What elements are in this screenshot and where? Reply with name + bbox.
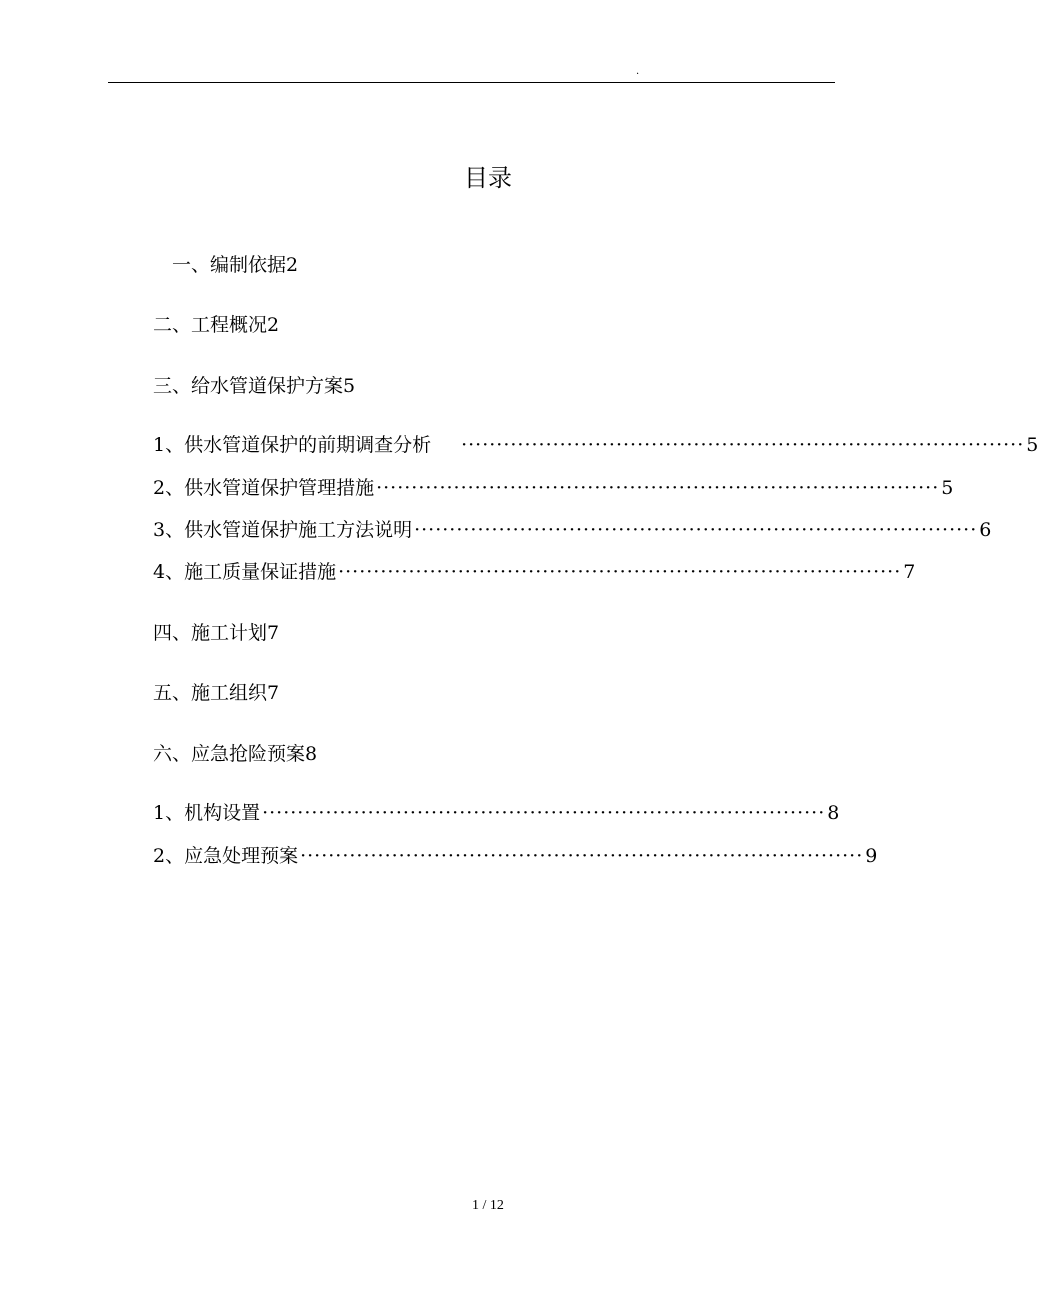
toc-entry-label: 1、机构设置	[153, 802, 261, 824]
toc-entry-label: 2、供水管道保护管理措施	[153, 477, 375, 499]
toc-entry-page: 6	[979, 519, 992, 541]
toc-entry-3-4[interactable]	[153, 558, 916, 586]
toc-entry-page: 8	[827, 802, 840, 824]
toc-entry-label: 四、施工计划	[153, 622, 268, 644]
toc-entry-3-3[interactable]	[153, 516, 992, 544]
toc-title: 目录	[464, 164, 512, 192]
toc-entry-1[interactable]	[172, 251, 298, 279]
toc-entry-label: 3、供水管道保护施工方法说明	[153, 519, 413, 541]
toc-entry-page: 5	[1026, 434, 1038, 456]
toc-entry-page: 5	[941, 477, 954, 499]
toc-entry-3-2[interactable]	[153, 474, 954, 502]
toc-entry-label: 二、工程概况	[153, 314, 268, 336]
header-dot: .	[636, 66, 640, 77]
toc-entry-page: 7	[267, 622, 280, 644]
toc-entry-label: 三、给水管道保护方案	[153, 375, 344, 397]
toc-entry-4[interactable]	[153, 619, 279, 647]
toc-entry-label: 4、施工质量保证措施	[153, 561, 337, 583]
dot-leader: ················································································	[461, 434, 1025, 456]
toc-entry-2[interactable]	[153, 311, 279, 339]
toc-entry-page: 2	[286, 254, 299, 276]
toc-entry-page: 9	[865, 845, 878, 867]
header-rule	[108, 82, 835, 83]
toc-entry-5[interactable]	[153, 679, 279, 707]
toc-entry-label: 一、编制依据	[172, 254, 287, 276]
toc-entry-page: 7	[903, 561, 916, 583]
toc-entry-label: 2、应急处理预案	[153, 845, 299, 867]
dot-leader: ················································································	[338, 561, 902, 583]
toc-entry-label: 五、施工组织	[153, 682, 268, 704]
toc-entry-page: 7	[267, 682, 280, 704]
dot-leader: ················································································	[376, 477, 940, 499]
toc-entry-label: 六、应急抢险预案	[153, 743, 306, 765]
toc-entry-6-2[interactable]	[153, 842, 878, 870]
toc-entry-6[interactable]	[153, 740, 317, 768]
toc-entry-page: 8	[305, 743, 318, 765]
dot-leader: ················································································	[300, 845, 864, 867]
toc-entry-label: 1、供水管道保护的前期调查分析	[153, 434, 432, 456]
toc-entry-6-1[interactable]	[153, 799, 840, 827]
page-number: 1 / 12	[472, 1198, 504, 1213]
toc-entry-3-1[interactable]	[153, 431, 1038, 459]
dot-leader: ················································································	[262, 802, 826, 824]
toc-entry-3[interactable]	[153, 372, 355, 400]
dot-leader: ················································································	[414, 519, 978, 541]
toc-entry-page: 5	[343, 375, 356, 397]
toc-entry-page: 2	[267, 314, 280, 336]
